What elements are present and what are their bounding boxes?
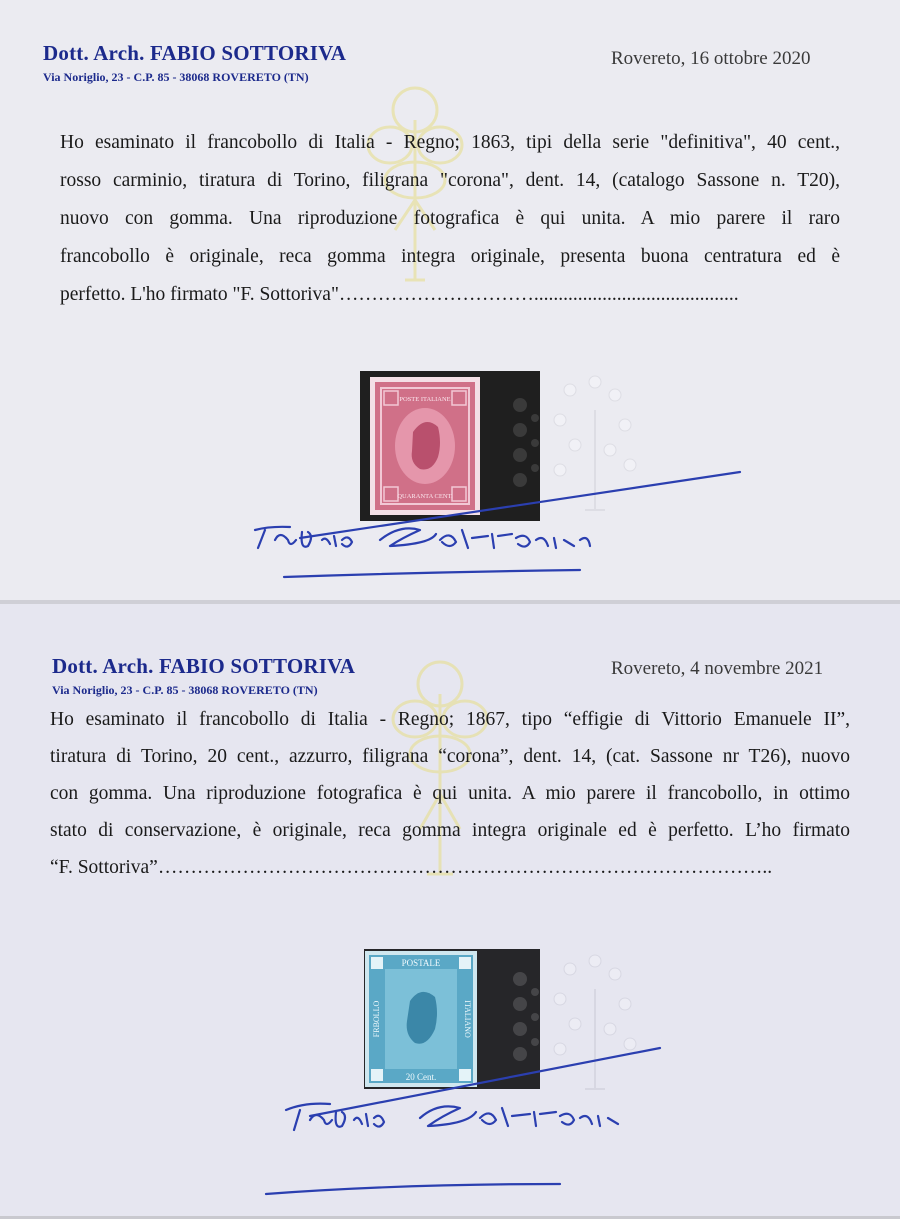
text-line: perfetto. L'ho firmato "F. Sottoriva"………………………….......................................... (60, 284, 739, 305)
text-line: Ho esaminato il francobollo di Italia - Regno; 1867, tipo “effigie di Vittorio Emanuele II”, (50, 709, 850, 730)
expert-name: Dott. Arch. FABIO SOTTORIVA (52, 654, 356, 678)
certificate-text (50, 701, 850, 886)
stamp-right-text: ITALIANO (463, 1000, 472, 1038)
stamp-top-text: POSTE ITALIANE (399, 396, 451, 403)
text-line: stato di conservazione, è originale, reca gomma integra originale ed è perfetto. L’ho firmato (50, 820, 850, 841)
text-line: francobollo è originale, reca gomma integra originale, presenta buona centratura ed è (60, 246, 840, 267)
certificate-2020 (0, 0, 900, 600)
signature (230, 460, 750, 590)
expert-name: Dott. Arch. FABIO SOTTORIVA (43, 41, 347, 65)
text-line: tiratura di Torino, 20 cent., azzurro, filigrana “corona”, dent. 14, (cat. Sassone nr T26), nuovo (50, 746, 850, 767)
place-date: Rovereto, 16 ottobre 2020 (611, 48, 811, 69)
certificate-2021 (0, 604, 900, 1216)
expert-address: Via Noriglio, 23 - C.P. 85 - 38068 ROVERETO (TN) (43, 70, 309, 84)
text-line: rosso carminio, tiratura di Torino, filigrana "corona", dent. 14, (catalogo Sassone n. T20), (60, 170, 840, 191)
stamp-left-text: FRBOLLO (372, 1000, 381, 1038)
certificate-text (60, 124, 840, 314)
signature (250, 1034, 680, 1204)
text-line: con gomma. Una riproduzione fotografica è qui unita. A mio parere il francobollo, in ottimo (50, 783, 850, 804)
text-line: Ho esaminato il francobollo di Italia - Regno; 1863, tipi della serie "definitiva", 40 cent., (60, 132, 840, 153)
expert-address: Via Noriglio, 23 - C.P. 85 - 38068 ROVERETO (TN) (52, 683, 318, 697)
place-date: Rovereto, 4 novembre 2021 (611, 658, 824, 679)
stamp-bottom-text: 20 Cent. (405, 1072, 437, 1082)
stamp-top-text: POSTALE (401, 958, 441, 968)
text-line: nuovo con gomma. Una riproduzione fotografica è qui unita. A mio parere il raro (60, 208, 840, 229)
stamp-bottom-text: QUARANTA CENT. (397, 493, 453, 500)
text-line: “F. Sottoriva”………………………………………………………………………………….. (50, 857, 773, 878)
